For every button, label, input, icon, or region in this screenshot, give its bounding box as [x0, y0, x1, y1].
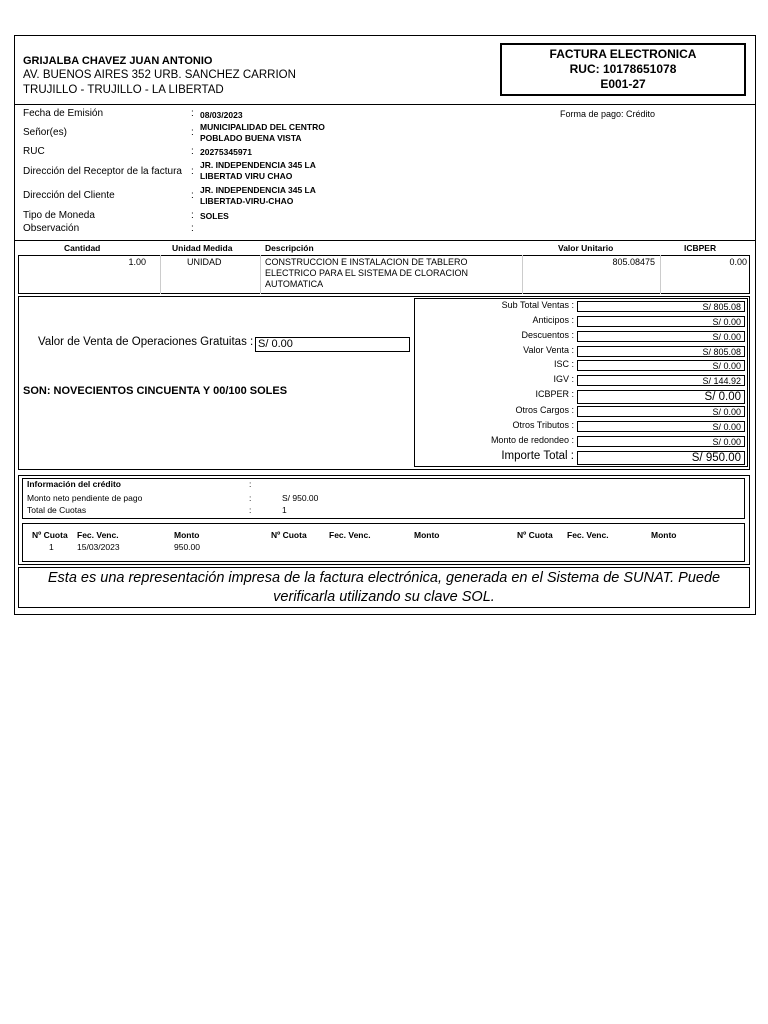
- moneda-value: SOLES: [200, 211, 229, 221]
- colon: :: [249, 479, 252, 489]
- cuota-fec-header: Fec. Venc.: [77, 530, 119, 540]
- invoice-title: FACTURA ELECTRONICA: [549, 47, 697, 61]
- total-value: S/ 0.00: [577, 360, 745, 371]
- footer-line-1: Esta es una representación impresa de la factura electrónica, generada en el Sistema de SUNAT. Puede: [47, 570, 721, 586]
- colon: :: [191, 210, 194, 221]
- total-label: Sub Total Ventas :: [501, 300, 574, 310]
- item-valor: 805.08475: [612, 257, 655, 267]
- credit-title: Información del crédito: [27, 479, 121, 489]
- invoice-id-box: [500, 43, 746, 96]
- footer-note: [18, 567, 750, 608]
- divider: [14, 104, 756, 105]
- son-amount-words: SON: NOVECIENTOS CINCUENTA Y 00/100 SOLES: [23, 385, 288, 397]
- item-unidad: UNIDAD: [187, 257, 222, 267]
- dir-receptor-2: LIBERTAD VIRU CHAO: [200, 171, 293, 181]
- cuota-monto-header: Monto: [174, 530, 200, 540]
- colon: :: [249, 505, 252, 515]
- colon: :: [191, 166, 194, 177]
- gratuitas-value: S/ 0.00: [255, 337, 410, 352]
- col-unidad: Unidad Medida: [172, 243, 233, 253]
- col-divider: [160, 255, 161, 294]
- issuer-address: AV. BUENOS AIRES 352 URB. SANCHEZ CARRION: [23, 69, 296, 81]
- col-valor-unitario: Valor Unitario: [558, 243, 614, 253]
- cuota-fec-header: Fec. Venc.: [567, 530, 609, 540]
- fecha-value: 08/03/2023: [200, 110, 243, 120]
- senor-label: Señor(es): [23, 127, 67, 138]
- ruc-label: RUC: [23, 146, 45, 157]
- dir-cliente-label: Dirección del Cliente: [23, 190, 115, 201]
- cuota-num-header: Nº Cuota: [271, 530, 307, 540]
- total-label: Importe Total :: [501, 450, 574, 462]
- cuotas-box: [22, 523, 745, 562]
- col-divider: [522, 255, 523, 294]
- forma-pago: Forma de pago: Crédito: [560, 109, 656, 119]
- cuota-num-header: Nº Cuota: [32, 530, 68, 540]
- total-label: Valor Venta :: [523, 345, 574, 355]
- total-label: Otros Cargos :: [515, 405, 574, 415]
- col-divider: [660, 255, 661, 294]
- cuota-monto-header: Monto: [651, 530, 677, 540]
- credit-cuotas-value: 1: [282, 505, 287, 515]
- item-icbper: 0.00: [729, 257, 747, 267]
- invoice-number: E001-27: [600, 77, 646, 91]
- cuota-num-header: Nº Cuota: [517, 530, 553, 540]
- cuota-num: 1: [49, 542, 54, 552]
- dir-receptor-label: Dirección del Receptor de la factura: [23, 166, 182, 177]
- dir-receptor-1: JR. INDEPENDENCIA 345 LA: [200, 160, 316, 170]
- colon: :: [191, 108, 194, 119]
- dir-cliente-1: JR. INDEPENDENCIA 345 LA: [200, 185, 316, 195]
- col-descripcion: Descripción: [265, 243, 314, 253]
- ruc-value: 20275345971: [200, 147, 253, 157]
- total-label: Monto de redondeo :: [490, 435, 574, 445]
- total-value: S/ 0.00: [577, 316, 745, 327]
- divider: [14, 240, 756, 241]
- cuota-monto: 950.00: [174, 542, 200, 552]
- gratuitas-label: Valor de Venta de Operaciones Gratuitas :: [38, 336, 254, 348]
- item-desc-2: ELECTRICO PARA EL SISTEMA DE CLORACION: [265, 268, 469, 278]
- colon: :: [249, 493, 252, 503]
- total-label: Anticipos :: [532, 315, 574, 325]
- senor-value-1: MUNICIPALIDAD DEL CENTRO: [200, 122, 325, 132]
- total-value: S/ 0.00: [577, 436, 745, 447]
- issuer-name: GRIJALBA CHAVEZ JUAN ANTONIO: [23, 55, 213, 67]
- item-desc-1: CONSTRUCCION E INSTALACION DE TABLERO: [265, 257, 468, 267]
- moneda-label: Tipo de Moneda: [23, 210, 95, 221]
- cuota-monto-header: Monto: [414, 530, 440, 540]
- total-label: Otros Tributos :: [512, 420, 574, 430]
- colon: :: [191, 223, 194, 234]
- dir-cliente-2: LIBERTAD-VIRU-CHAO: [200, 196, 294, 206]
- credit-cuotas-label: Total de Cuotas: [27, 505, 87, 515]
- cuota-fec-header: Fec. Venc.: [329, 530, 371, 540]
- total-value: S/ 805.08: [577, 346, 745, 357]
- credit-monto-value: S/ 950.00: [282, 493, 319, 503]
- footer-line-2: verificarla utilizando su clave SOL.: [273, 589, 495, 605]
- total-label: IGV :: [553, 374, 574, 384]
- total-label: ICBPER :: [535, 389, 574, 399]
- total-label: ISC :: [553, 359, 574, 369]
- observacion-label: Observación: [23, 223, 80, 234]
- total-value: S/ 0.00: [577, 390, 745, 404]
- total-value: S/ 0.00: [577, 331, 745, 342]
- colon: :: [191, 127, 194, 138]
- total-label: Descuentos :: [521, 330, 574, 340]
- col-icbper: ICBPER: [684, 243, 717, 253]
- colon: :: [191, 190, 194, 201]
- total-value: S/ 950.00: [577, 451, 745, 465]
- total-value: S/ 144.92: [577, 375, 745, 386]
- fecha-label: Fecha de Emisión: [23, 108, 104, 119]
- credit-monto-label: Monto neto pendiente de pago: [27, 493, 143, 503]
- invoice-ruc: RUC: 10178651078: [569, 62, 677, 76]
- senor-value-2: POBLADO BUENA VISTA: [200, 133, 302, 143]
- col-divider: [260, 255, 261, 294]
- col-cantidad: Cantidad: [64, 243, 101, 253]
- total-value: S/ 0.00: [577, 421, 745, 432]
- total-value: S/ 805.08: [577, 301, 745, 312]
- total-value: S/ 0.00: [577, 406, 745, 417]
- colon: :: [191, 146, 194, 157]
- item-desc-3: AUTOMATICA: [265, 279, 324, 289]
- issuer-city: TRUJILLO - TRUJILLO - LA LIBERTAD: [23, 84, 224, 96]
- cuota-fecha: 15/03/2023: [77, 542, 120, 552]
- item-cantidad: 1.00: [128, 257, 146, 267]
